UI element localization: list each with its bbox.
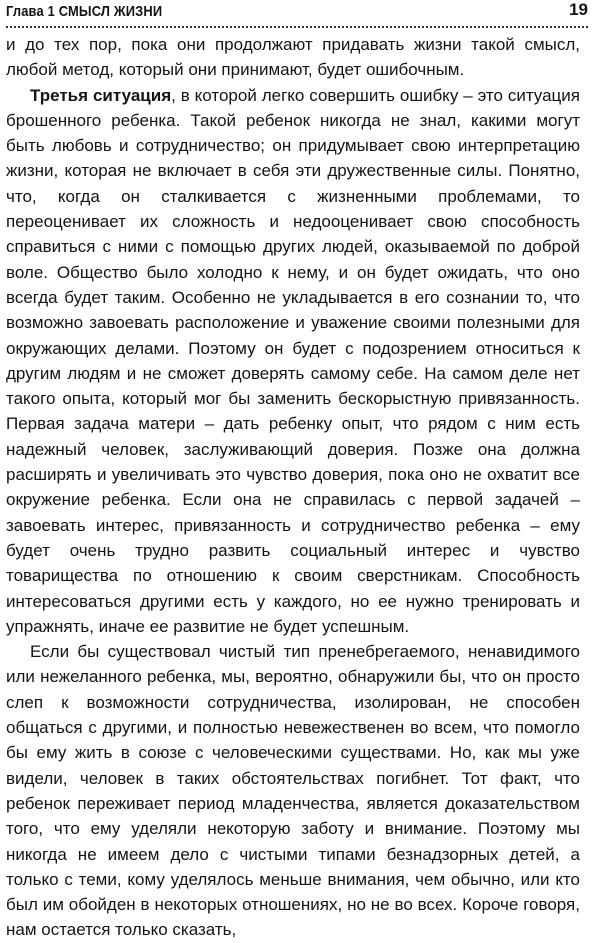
chapter-title: Глава 1 СМЫСЛ ЖИЗНИ (6, 3, 163, 20)
paragraph-lead: Третья ситуация (30, 85, 172, 105)
paragraph-text: , в которой легко совершить ошибку – это ситуация брошенного ребенка. Такой ребенок никогда не знал, какими могут быть любовь и сотрудничество; он придумывает свою интерпретацию жизни, которая не включает в себя эти дружественные силы. Понятно, что, когда он сталкивается с жизненными проблемами, то переоценивает их сложность и недооценивает свою способность справиться с ними с помощью других людей, оказываемой по доброй воле. Общество было холодно к нему, и он будет ожидать, что оно всегда будет таким. Особенно не укладывается в его сознании то, что возможно завоевать расположение и уважение своими полезными для окружающих делами. Поэтому он будет с подозрением относиться к другим людям и не сможет доверять самому себе. На самом деле нет такого опыта, который мог бы заменить бескорыстную привязанность. Первая задача матери – дать ребенку опыт, что рядом с ним есть надежный человек, заслуживающий доверия. Позже она должна расширять и увеличивать это чувство доверия, пока оно не охватит все окружение ребенка. Если она не справилась с первой задачей – завоевать интерес, привязанность и сотрудничество ребенка – ему будет очень трудно развить социальный интерес и чувство товарищества по отношению к своим сверстникам. Способность интересоваться другими есть у каждого, но ее нужно тренировать и упражнять, иначе ее развитие не будет успешным. (6, 85, 580, 636)
paragraph-text: Если бы существовал чистый тип пренебрегаемого, ненавидимого или нежеланного ребенка, мы, вероятно, обнаружили бы, что он просто слеп к возможности сотрудничества, изолирован, не способен общаться с другими, и полностью невежественен во всем, что помогло бы ему жить в союзе с человеческими существами. Но, как мы уже видели, человек в таких обстоятельствах погибнет. Тот факт, что ребенок переживает период младенчества, является доказательством того, что ему уделяли некоторую заботу и внимание. Поэтому мы никогда не имеем дело с чистыми типами безнадзорных детей, а только с теми, кому уделялось меньше внимания, чем обычно, или кто был им обойден в некоторых отношениях, но не во всех. Короче говоря, нам остается только сказать, (6, 642, 580, 940)
running-header (6, 0, 588, 28)
paragraph-neglected-child (6, 639, 580, 943)
paragraph-text: и до тех пор, пока они продолжают придавать жизни такой смысл, любой метод, который они принимают, будет ошибочным. (6, 35, 580, 80)
paragraph-third-situation (6, 83, 580, 640)
page-number: 19 (569, 0, 588, 19)
paragraph-continuation (6, 32, 580, 83)
